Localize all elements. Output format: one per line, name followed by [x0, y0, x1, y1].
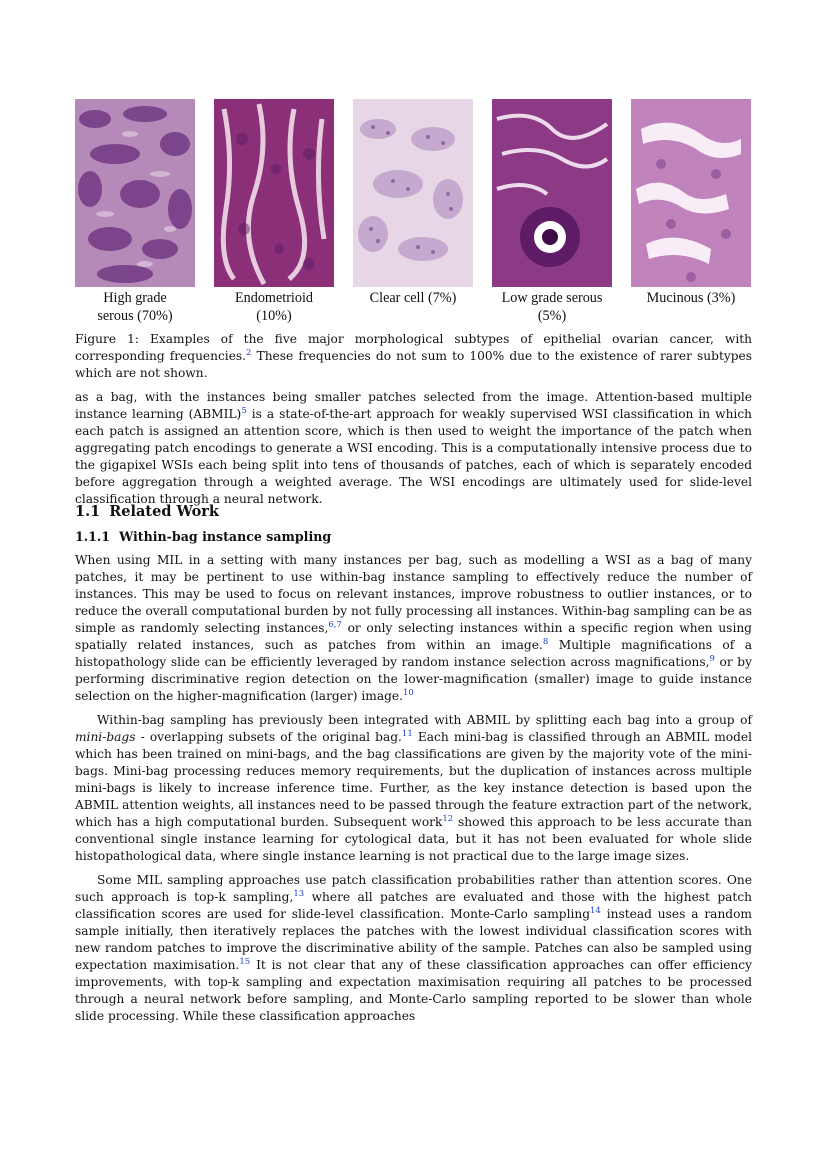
- histology-image-low-grade-serous: [492, 99, 612, 287]
- caption-text: Examples of the five major morphological subtypes of epithelial ovarian cancer, with corresponding frequencies.: [75, 332, 753, 363]
- histology-image-mucinous: [631, 99, 751, 287]
- section-heading: [75, 503, 219, 520]
- histology-image-clear-cell: [353, 99, 473, 287]
- histology-image-endometrioid: [214, 99, 334, 287]
- paragraph: [75, 872, 752, 1025]
- subsection-heading: [75, 529, 331, 544]
- citation-link[interactable]: 8: [542, 636, 549, 647]
- citation-link[interactable]: 2: [246, 347, 252, 358]
- text-run: as a bag, with the instances being smaller patches selected from the image. Attention-based multiple instance learning (ABMIL): [75, 390, 752, 421]
- citation-link[interactable]: 6,7: [328, 619, 342, 630]
- text-run: Multiple magnifications of a histopathology slide can be efficiently leveraged by random instance selection across magnifications,: [75, 638, 753, 669]
- subsection-number: 1.1.1: [75, 529, 111, 544]
- citation-link[interactable]: 11: [401, 728, 413, 739]
- panel-label-line: High grade: [103, 290, 167, 306]
- subsection-title: Within-bag instance sampling: [119, 529, 332, 544]
- text-run: Within-bag sampling has previously been integrated with ABMIL by splitting each bag into a group of: [97, 713, 752, 727]
- citation-link[interactable]: 13: [293, 888, 305, 899]
- citation-link[interactable]: 15: [239, 956, 251, 967]
- text-run: or only selecting instances within a specific region when using spatially related instances, such as patches from within an image.: [75, 621, 752, 652]
- related-work-body: [75, 552, 752, 1032]
- section-title: Related Work: [109, 503, 219, 520]
- text-run: When using MIL in a setting with many instances per bag, such as modelling a WSI as a bag of many patches, it may be pertinent to use within-bag instance sampling to effectively reduce the number of instances. This may be used to focus on relevant instances, improve robustness to outlier instances, or to reduce the overall computational burden by not fully processing all instances. Within-bag sampling can be as simple as randomly selecting instances,: [75, 553, 752, 635]
- panel-label-line: serous (70%): [97, 308, 173, 324]
- text-run: It is not clear that any of these classification approaches can offer efficiency improvements, with top-k sampling and expectation maximisation requiring all patches to be processed through a neural network before sampling, and Monte-Carlo sampling reported to be slower than whole slide processing. While these classification approaches: [75, 958, 752, 1023]
- histology-image-graphic: [214, 99, 334, 287]
- text-run: instead uses a random sample initially, then iteratively replaces the patches with the lowest individual classification scores with new random patches to improve the discriminative ability of the sample. Patches can also be sampled using expectation maximisation.: [75, 907, 752, 972]
- histology-image-graphic: [353, 99, 473, 287]
- histology-image-graphic: [492, 99, 612, 287]
- panel-label-mucinous: [621, 289, 761, 307]
- panel-label-line: Endometrioid: [234, 290, 314, 306]
- panel-label-high-grade-serous: [65, 289, 205, 325]
- panel-label-line: Clear cell (7%): [369, 290, 457, 306]
- histology-image-graphic: [75, 99, 195, 287]
- text-run: where all patches are evaluated and those with the highest patch classification scores are used for slide-level classification. Monte-Carlo sampling: [75, 890, 752, 921]
- panel-label-clear-cell: [343, 289, 483, 307]
- panel-label-endometrioid: [204, 289, 344, 325]
- section-number: 1.1: [75, 503, 101, 520]
- panel-label-line: Low grade serous: [501, 290, 603, 306]
- figure-panels: [75, 99, 752, 324]
- text-run: Some MIL sampling approaches use patch classification probabilities rather than attention scores. One such approach is top-k sampling,: [75, 873, 752, 904]
- text-run: showed this approach to be less accurate than conventional single instance learning for cytological data, but it has not been evaluated for whole slide histopathological data, where single instance learning is not practical due to the large image sizes.: [75, 815, 752, 863]
- figure-1: [75, 99, 752, 324]
- panel-label-low-grade-serous: [482, 289, 622, 325]
- citation-link[interactable]: 10: [402, 687, 414, 698]
- caption-prefix: Figure 1:: [75, 332, 139, 346]
- panel-label-line: (5%): [537, 308, 567, 324]
- intro-paragraph: [75, 389, 752, 515]
- text-run: or by performing discriminative region detection on the lower-magnification (smaller) image to guide instance selection on the higher-magnification (larger) image.: [75, 655, 752, 703]
- citation-link[interactable]: 14: [590, 905, 601, 916]
- paragraph: [75, 552, 752, 705]
- figure-caption: [75, 331, 752, 382]
- paragraph: [75, 712, 752, 865]
- histology-image-graphic: [631, 99, 751, 287]
- panel-label-line: Mucinous (3%): [646, 290, 736, 306]
- text-run: Each mini-bag is classified through an ABMIL model which has been trained on mini-bags, and the bag classifications are given by the majority vote of the mini-bags. Mini-bag processing reduces memory requirements, but the duplication of instances across multiple mini-bags is likely to increase inference time. Further, as the key instance detection is based upon the ABMIL attention weights, all instances need to be passed through the feature extraction part of the network, which has a high computational burden. Subsequent work: [75, 730, 752, 829]
- panel-label-line: (10%): [256, 308, 292, 324]
- citation-link[interactable]: 12: [442, 813, 454, 824]
- text-run: - overlapping subsets of the original bag.: [140, 730, 402, 744]
- emphasis-term: mini-bags: [75, 730, 136, 744]
- citation-link[interactable]: 5: [241, 405, 247, 416]
- caption-tail: These frequencies do not sum to 100% due to the existence of rarer subtypes which are not shown.: [75, 349, 752, 380]
- histology-image-high-grade-serous: [75, 99, 195, 287]
- citation-link[interactable]: 9: [709, 653, 715, 664]
- text-run: is a state-of-the-art approach for weakly supervised WSI classification in which each patch is assigned an attention score, which is then used to weight the importance of the patch when aggregating patch encodings to generate a WSI encoding. This is a computationally intensive process due to the gigapixel WSIs each being split into tens of thousands of patches, each of which is separately encoded before aggregation through a weighted average. The WSI encodings are ultimately used for slide-level classification through a neural network.: [75, 407, 752, 506]
